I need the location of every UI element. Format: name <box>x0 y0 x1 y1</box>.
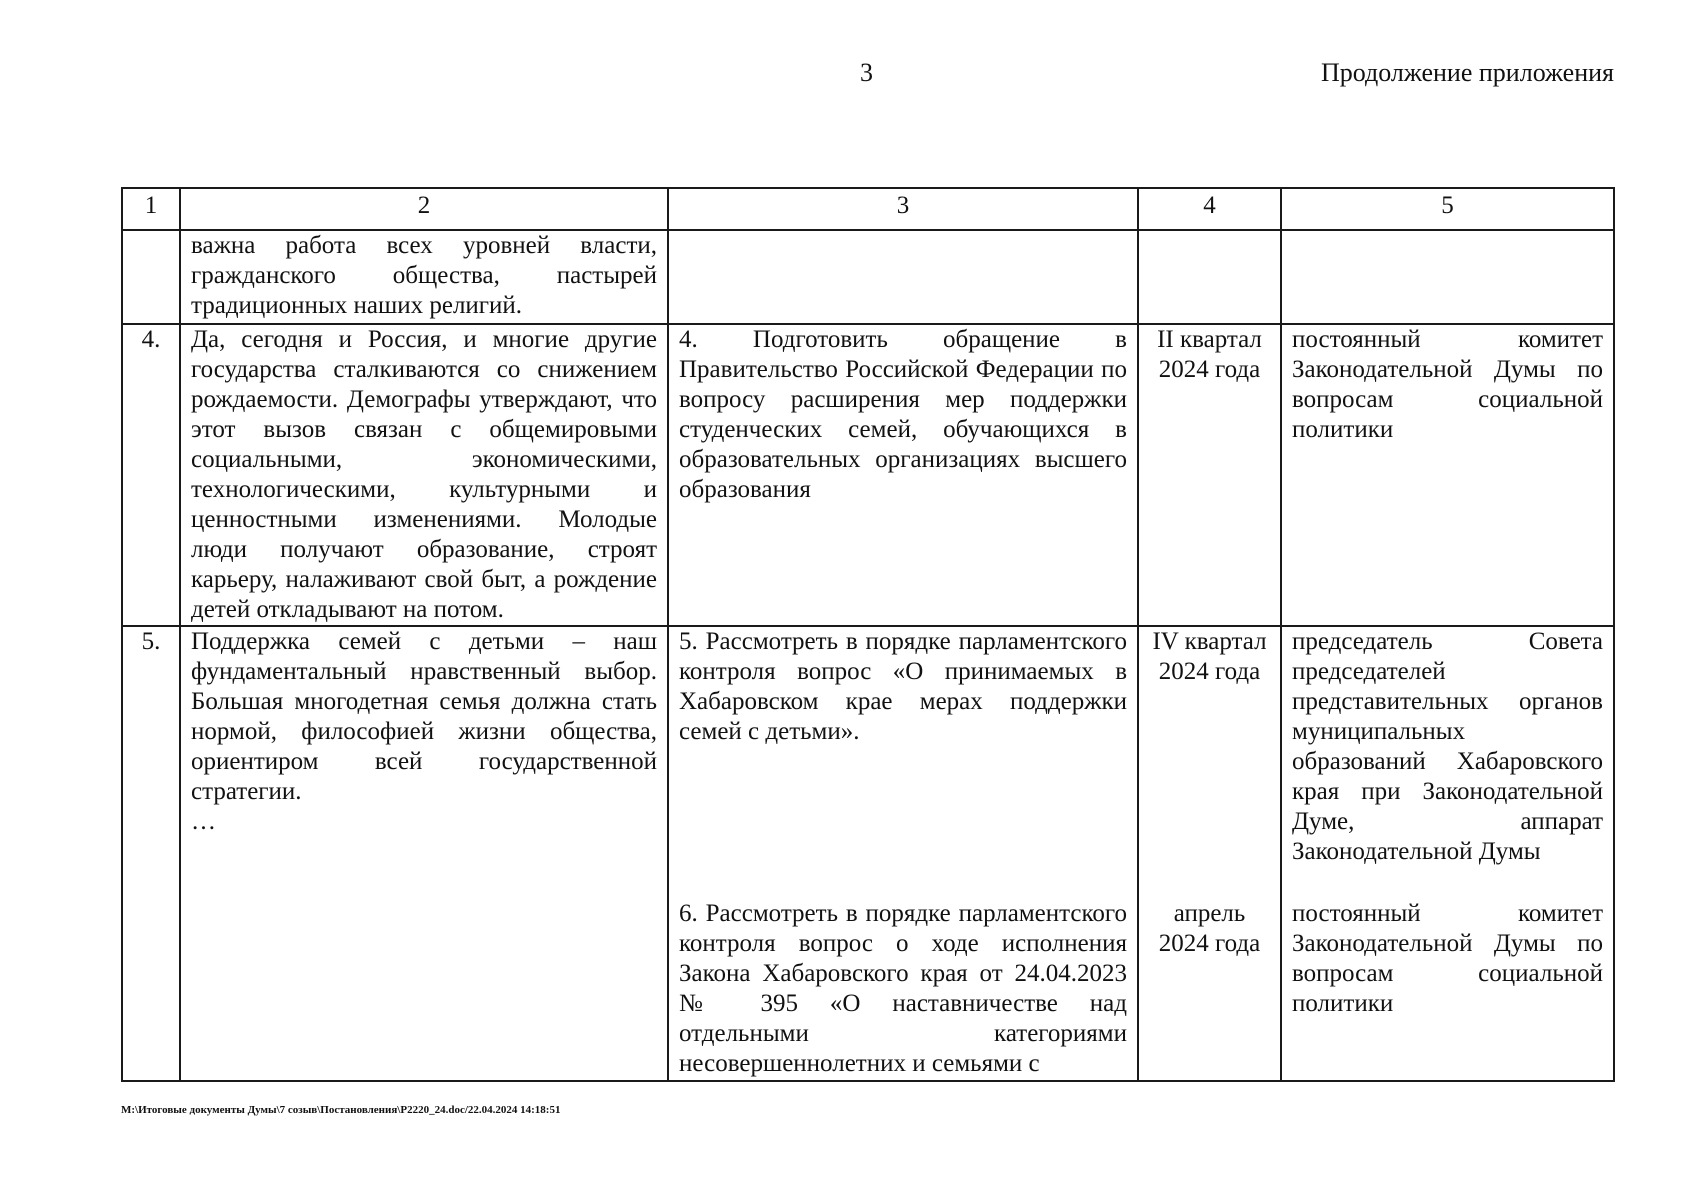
cell-term: II квартал 2024 года <box>1138 324 1281 626</box>
table-row-4 <box>122 324 1614 626</box>
cell-measures <box>668 626 1138 1081</box>
cell-message <box>180 626 668 1081</box>
ellipsis: … <box>191 808 216 835</box>
cell-terms <box>1138 626 1281 1081</box>
cell-measure-empty <box>668 230 1138 324</box>
cell-row-number: 4. <box>122 324 180 626</box>
responsible-5: председатель Совета председателей представительных органов муниципальных образований Хабаровского края при Законодательной Думе, аппарат Законодательной Думы <box>1292 628 1603 865</box>
continuation-heading: Продолжение приложения <box>1320 58 1614 87</box>
column-header-3: 3 <box>668 188 1138 230</box>
measure-5: 5. Рассмотреть в порядке парламентского контроля вопрос «О принимаемых в Хабаровском крае мерах поддержки семей с детьми». <box>679 628 1127 745</box>
column-header-1: 1 <box>122 188 180 230</box>
column-header-2: 2 <box>180 188 668 230</box>
cell-responsible-empty <box>1281 230 1614 324</box>
cell-measure: 4. Подготовить обращение в Правительство Российской Федерации по вопросу расширения мер поддержки студенческих семей, обучающихся в образовательных организациях высшего образования <box>668 324 1138 626</box>
cell-row-number: 5. <box>122 626 180 1081</box>
cell-message-text: Поддержка семей с детьми – наш фундаментальный нравственный выбор. Большая многодетная семья должна стать нормой, философией жизни общества, ориентиром всей государственной стратегии. <box>191 628 657 805</box>
cell-message-text: важна работа всех уровней власти, гражданского общества, пастырей традиционных наших религий. <box>180 230 668 324</box>
table-row-continuation <box>122 230 1614 324</box>
table-row-5 <box>122 626 1614 1081</box>
cell-responsible: постоянный комитет Законодательной Думы по вопросам социальной политики <box>1281 324 1614 626</box>
file-path-footer: M:\Итоговые документы Думы\7 созыв\Постановления\P2220_24.doc/22.04.2024 14:18:51 <box>121 1104 561 1116</box>
column-header-5: 5 <box>1281 188 1614 230</box>
column-header-4: 4 <box>1138 188 1281 230</box>
cell-num-empty <box>122 230 180 324</box>
term-5: IV квартал 2024 года <box>1152 628 1267 685</box>
measure-6: 6. Рассмотреть в порядке парламентского контроля вопрос о ходе исполнения Закона Хабаровского края от 24.04.2023 № 395 «О наставничестве над отдельными категориями несовершеннолетних и семьями с <box>679 900 1127 1077</box>
cell-term-empty <box>1138 230 1281 324</box>
page-number: 3 <box>860 58 873 87</box>
appendix-table <box>121 187 1615 1082</box>
cell-responsibles <box>1281 626 1614 1081</box>
responsible-6: постоянный комитет Законодательной Думы по вопросам социальной политики <box>1292 900 1603 1017</box>
column-number-row <box>122 188 1614 230</box>
term-6: апрель 2024 года <box>1158 900 1261 957</box>
cell-message-text: Да, сегодня и Россия, и многие другие государства сталкиваются со снижением рождаемости. Демографы утверждают, что этот вызов связан с общемировыми социальными, экономическими, технологическими, культурными и ценностными изменениями. Молодые люди получают образование, строят карьеру, налаживают свой быт, а рождение детей откладывают на потом. <box>180 324 668 626</box>
